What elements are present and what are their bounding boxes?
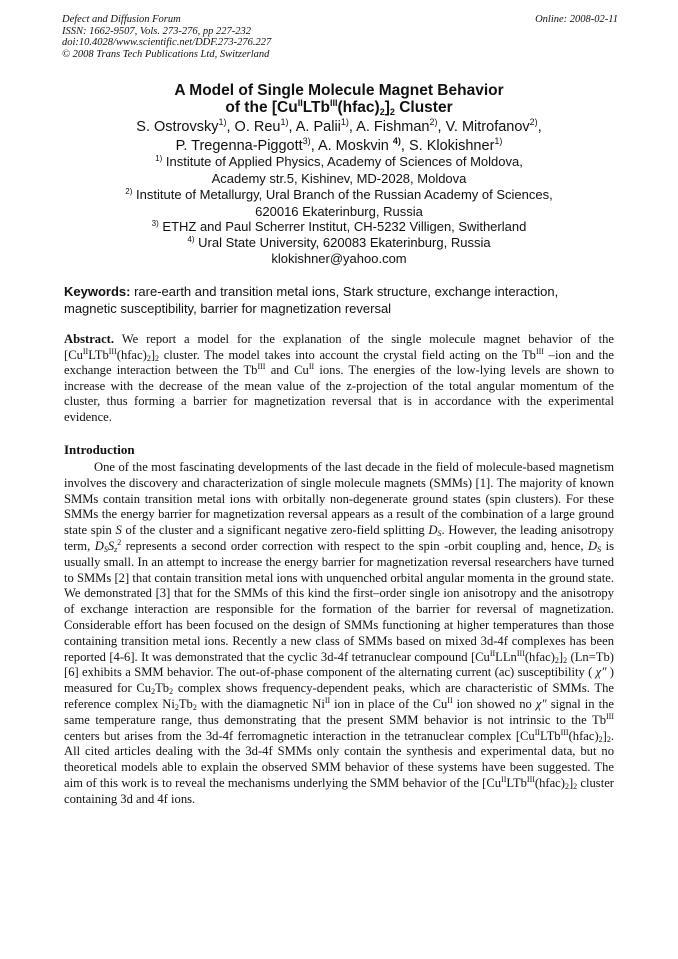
copyright-line: © 2008 Trans Tech Publications Ltd, Switzerland <box>62 48 270 60</box>
affiliation-1: $^{1)}$ Institute of Applied Physics, Academy of Sciences of Moldova, <box>155 154 523 169</box>
affiliation-2: $^{2)}$ Institute of Metallurgy, Ural Branch of the Russian Academy of Sciences, <box>125 187 553 202</box>
affiliation-1-address: Academy str.5, Kishinev, MD-2028, Moldova <box>211 171 467 186</box>
online-date: Online: 2008-02-11 <box>535 14 618 25</box>
journal-header <box>62 14 618 60</box>
abstract-label: Abstract. <box>64 332 115 346</box>
affiliation-3: $^{3)}$ ETHZ and Paul Scherrer Institut, CH-5232 Villigen, Switherland <box>151 219 527 234</box>
author-list-line-2: P. Tregenna-Piggott$^{3)}$, A. Moskvin $^{4)}$, S. Klokishner$^{1)}$ <box>175 136 503 154</box>
affiliation-4: $^{4)}$ Ural State University, 620083 Ekaterinburg, Russia <box>187 235 491 250</box>
journal-name: Defect and Diffusion Forum <box>62 14 181 25</box>
author-list-line-1: S. Ostrovsky$^{1)}$, O. Reu$^{1)}$, A. Palii$^{1)}$, A. Fishman$^{2)}$, V. Mitrofanov$^{2)}$, <box>136 117 542 135</box>
abstract-paragraph: Abstract. We report a model for the explanation of the single molecule magnet behavior of the $[Cu^{II}LTb^{III}(hfac)_2]_2$ cluster. The model takes into account the crystal field acting on the $Tb^{III}$ –ion and the exchange interaction between the $Tb^{III}$ and $Cu^{II}$ ions. The energies of the low-lying levels are shown to increase with the decrease of the mean value of the z-projection of the total angular momentum of the cluster, thus forming a barrier for magnetization reversal that is in accordance with the experimental evidence. <box>64 332 614 424</box>
doi-line: doi:10.4028/www.scientific.net/DDF.273-276.227 <box>62 37 272 48</box>
issn-line: ISSN: 1662-9507, Vols. 273-276, pp 227-232 <box>62 25 251 37</box>
introduction-paragraph: One of the most fascinating developments of the last decade in the field of molecule-based magnetism involves the discovery and characterization of single molecule magnets (SMMs) [1]. The majority of known SMMs contain transition metal ions with orbitally non-degenerate ground states (spin clusters). For these SMMs the energy barrier for magnetization reversal appears as a result of the combination of a large ground state spin S of the cluster and a significant negative zero-field splitting $D_S$. However, the leading anisotropy term, $D_SS_z^2$ represents a second order correction with respect to the spin -orbit coupling and, hence, $D_S$ is usually small. In an attempt to increase the energy barrier for magnetization reversal researchers have turned to SMMs [2] that contain transition metal ions with unquenched orbital angular momenta in the ground state. We demonstrated [3] that for the SMMs of this kind the first–order single ion anisotropy and the anisotropy of exchange interaction are responsible for the formation of the barrier for reversal of magnetization. Considerable effort has been focused on the design of SMMs functioning at higher temperatures than those containing transition metal ions. Recently a new class of SMMs based on mixed 3d-4f complexes has been reported [4-6]. It was demonstrated that the cyclic 3d-4f tetranuclear compound $[Cu^{II}LLn^{III}(hfac)_2]_2$ (Ln=Tb)[6] exhibits a SMM behavior. The out-of-phase component of the alternating current (ac) susceptibility ( χ″ ) measured for $Cu_2Tb_2$ complex shows frequency-dependent peaks, which are characteristic of SMMs. The reference complex $Ni_2Tb_2$ with the diamagnetic $Ni^{II}$ ion in place of the $Cu^{II}$ ion showed no χ″ signal in the same temperature range, thus demonstrating that the present SMM behavior is not intrinsic to the $Tb^{III}$ centers but arises from the 3d-4f ferromagnetic interaction in the tetranuclear complex $[Cu^{II}LTb^{III}(hfac)_2]_2$. All cited articles dealing with the 3d-4f SMMs only contain the synthesis and experimental data, but no theoretical models able to explain the observed SMM behavior of these systems have been suggested. The aim of this work is to reveal the mechanisms underlying the SMM behavior of the $[Cu^{II}LTb^{III}(hfac)_2]_2$ cluster containing 3d and 4f ions. <box>64 460 615 806</box>
introduction-heading: Introduction <box>64 442 135 457</box>
paper-title-line-2: of the $[Cu^{II}LTb^{III}(hfac)_2]_2$ Cluster <box>225 98 453 117</box>
keywords-block: Keywords: rare-earth and transition metal ions, Stark structure, exchange interaction, magnetic susceptibility, barrier for magnetization reversal <box>64 284 559 316</box>
affiliation-2-address: 620016 Ekaterinburg, Russia <box>255 204 423 219</box>
keywords-label: Keywords: <box>64 284 131 299</box>
paper-title-line-1: A Model of Single Molecule Magnet Behavior <box>174 82 504 99</box>
contact-email[interactable]: klokishner@yahoo.com <box>271 251 407 266</box>
